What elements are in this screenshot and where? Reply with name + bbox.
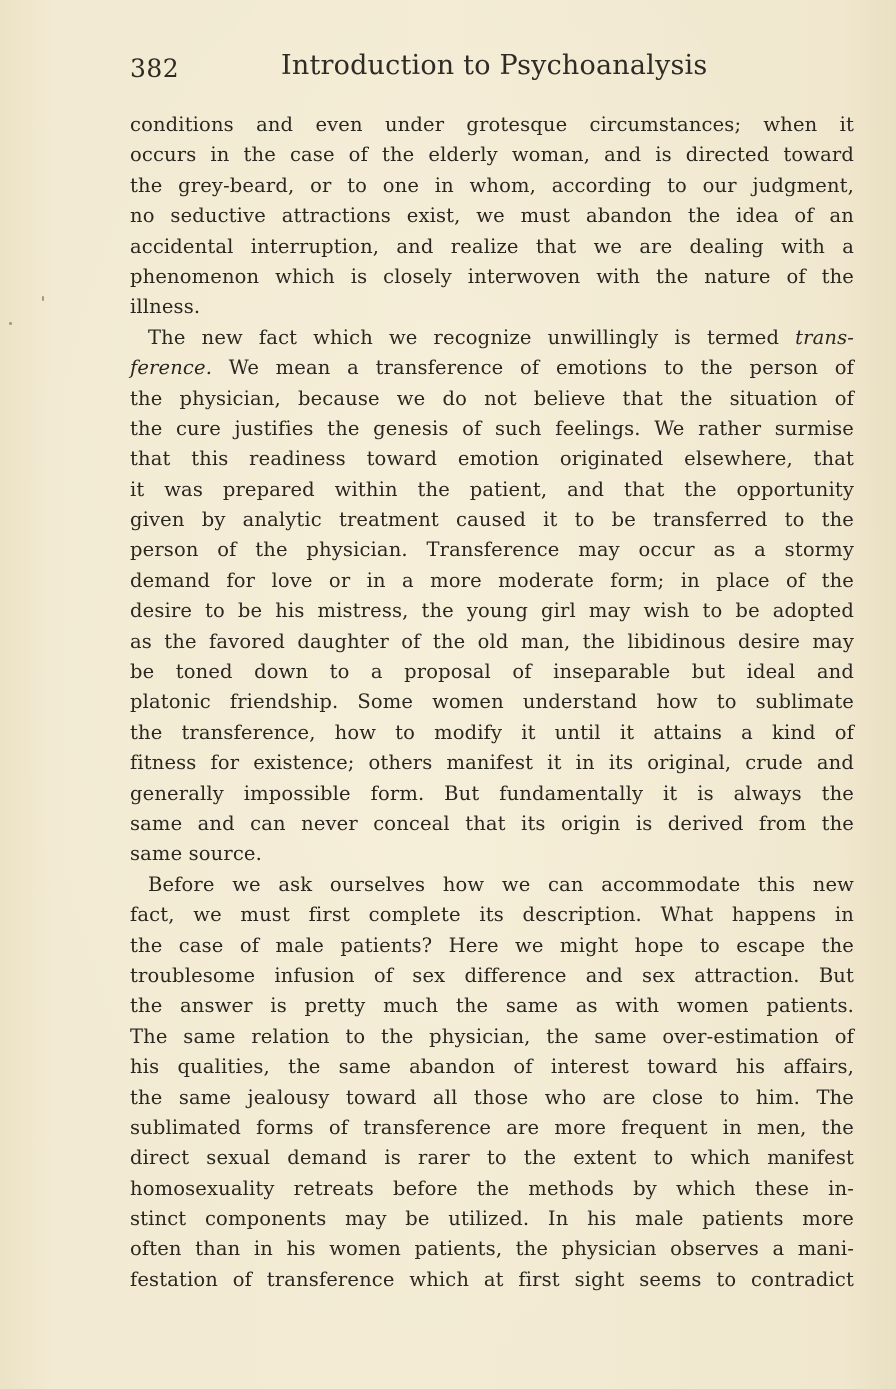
text-line: the cure justifies the genesis of such feelings. We rather surmise (130, 416, 854, 440)
text-line: homosexuality retreats before the methods by which these in- (130, 1176, 854, 1200)
text-line: occurs in the case of the elderly woman, and is directed toward (130, 143, 854, 167)
text-line: it was prepared within the patient, and that the opportunity (130, 477, 854, 501)
text-line: fitness for existence; others manifest it in its original, crude and (130, 751, 854, 775)
text-fragment: We mean a transference of emotions to the person of (228, 356, 855, 380)
text-line: given by analytic treatment caused it to be transferred to the (130, 508, 854, 532)
text-line: often than in his women patients, the physician observes a mani- (130, 1237, 854, 1261)
text-line: demand for love or in a more moderate form; in place of the (130, 568, 854, 592)
text-line: same source. (130, 842, 262, 866)
running-title: Introduction to Psychoanalysis (281, 50, 708, 81)
text-line: desire to be his mistress, the young girl may wish to be adopted (130, 599, 854, 623)
italic-term: trans- (795, 325, 854, 349)
paper-speck (9, 322, 12, 325)
text-line: the same jealousy toward all those who are close to him. The (130, 1085, 854, 1109)
page-number: 382 (130, 54, 180, 83)
text-line: person of the physician. Transference may occur as a stormy (130, 538, 854, 562)
text-line: his qualities, the same abandon of interest toward his affairs, (130, 1055, 854, 1079)
text-line: platonic friendship. Some women understand how to sublimate (130, 690, 854, 714)
body-text (130, 110, 854, 1295)
text-line: troublesome infusion of sex difference and sex attraction. But (130, 963, 854, 987)
text-line: accidental interruption, and realize that we are dealing with a (130, 234, 854, 258)
text-line: fact, we must first complete its description. What happens in (130, 903, 854, 927)
text-line: festation of transference which at first sight seems to contradict (130, 1267, 854, 1291)
text-line (130, 353, 854, 383)
text-line: the transference, how to modify it until it attains a kind of (130, 720, 854, 744)
text-line: same and can never conceal that its origin is derived from the (130, 811, 854, 835)
paper-speck (42, 296, 44, 301)
text-line: the grey-beard, or to one in whom, according to our judgment, (130, 173, 854, 197)
text-line: conditions and even under grotesque circumstances; when it (130, 113, 854, 136)
text-line: Before we ask ourselves how we can accommodate this new (148, 872, 854, 896)
text-line: sublimated forms of transference are more frequent in men, the (130, 1115, 854, 1139)
text-line: phenomenon which is closely interwoven with the nature of the (130, 264, 854, 288)
text-line: direct sexual demand is rarer to the extent to which manifest (130, 1146, 854, 1170)
text-line: the case of male patients? Here we might hope to escape the (130, 933, 854, 957)
text-line: no seductive attractions exist, we must abandon the idea of an (130, 204, 854, 228)
text-line (130, 323, 854, 353)
page-header (130, 50, 854, 90)
text-fragment: The new fact which we recognize unwillingly is termed (148, 325, 780, 349)
text-line: the answer is pretty much the same as with women patients. (130, 994, 854, 1018)
text-line: stinct components may be utilized. In his male patients more (130, 1207, 854, 1231)
text-line: be toned down to a proposal of inseparable but ideal and (130, 660, 854, 684)
text-line: as the favored daughter of the old man, the libidinous desire may (130, 629, 854, 653)
italic-term: ference. (130, 356, 213, 380)
text-line: The same relation to the physician, the same over-estimation of (130, 1024, 854, 1048)
text-line: the physician, because we do not believe that the situation of (130, 386, 854, 410)
text-line: illness. (130, 295, 201, 319)
text-line: that this readiness toward emotion originated elsewhere, that (130, 447, 854, 471)
text-line: generally impossible form. But fundamentally it is always the (130, 781, 854, 805)
